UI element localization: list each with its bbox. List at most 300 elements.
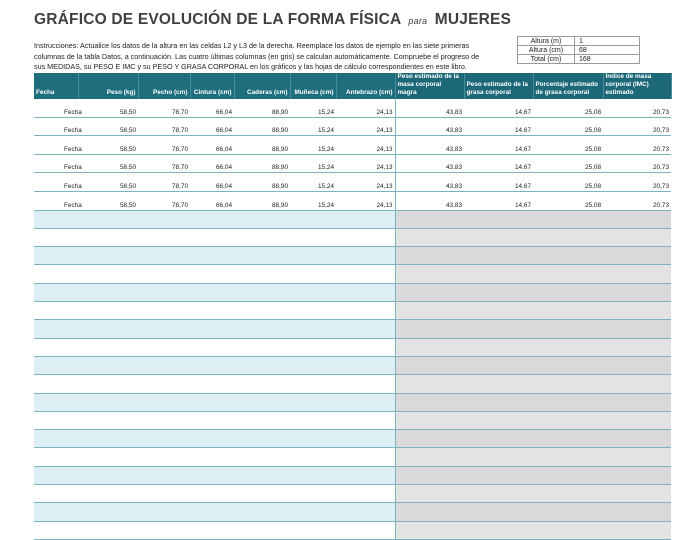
empty-cell-fecha[interactable] bbox=[34, 375, 78, 393]
empty-cell-pecho[interactable] bbox=[138, 283, 190, 301]
empty-cell-fecha[interactable] bbox=[34, 356, 78, 374]
empty-cell-muneca[interactable] bbox=[290, 485, 336, 503]
cell-porcentaje: 25,08 bbox=[533, 173, 603, 192]
empty-cell-pecho[interactable] bbox=[138, 210, 190, 228]
table-row bbox=[34, 99, 671, 117]
empty-cell-muneca[interactable] bbox=[290, 411, 336, 429]
empty-cell-imc bbox=[603, 393, 671, 411]
empty-row bbox=[34, 503, 671, 521]
cell-porcentaje: 25,08 bbox=[533, 191, 603, 210]
empty-cell-peso[interactable] bbox=[78, 411, 138, 429]
cell-muneca[interactable]: 15,24 bbox=[290, 173, 336, 192]
empty-cell-porcentaje bbox=[533, 503, 603, 521]
empty-cell-peso[interactable] bbox=[78, 247, 138, 265]
empty-cell-caderas[interactable] bbox=[234, 430, 290, 448]
cell-masa-magra: 43,83 bbox=[395, 191, 464, 210]
empty-cell-porcentaje bbox=[533, 228, 603, 246]
cell-fecha[interactable]: Fecha bbox=[34, 136, 78, 155]
cell-cintura[interactable]: 66,04 bbox=[190, 191, 234, 210]
empty-cell-fecha[interactable] bbox=[34, 283, 78, 301]
empty-cell-caderas[interactable] bbox=[234, 283, 290, 301]
cell-peso[interactable]: 58,50 bbox=[78, 191, 138, 210]
empty-row bbox=[34, 210, 671, 228]
empty-row bbox=[34, 411, 671, 429]
empty-cell-cintura[interactable] bbox=[190, 338, 234, 356]
cell-fecha[interactable]: Fecha bbox=[34, 117, 78, 136]
empty-cell-imc bbox=[603, 521, 671, 539]
empty-cell-grasa bbox=[464, 411, 533, 429]
data-table bbox=[34, 73, 672, 540]
cell-antebrazo[interactable]: 24,13 bbox=[336, 173, 395, 192]
empty-cell-grasa bbox=[464, 485, 533, 503]
cell-imc: 20,73 bbox=[603, 99, 671, 117]
empty-cell-grasa bbox=[464, 503, 533, 521]
cell-grasa: 14,67 bbox=[464, 173, 533, 192]
empty-cell-grasa bbox=[464, 283, 533, 301]
empty-cell-cintura[interactable] bbox=[190, 283, 234, 301]
empty-cell-caderas[interactable] bbox=[234, 375, 290, 393]
empty-cell-fecha[interactable] bbox=[34, 503, 78, 521]
empty-cell-imc bbox=[603, 356, 671, 374]
empty-cell-peso[interactable] bbox=[78, 228, 138, 246]
empty-cell-fecha[interactable] bbox=[34, 411, 78, 429]
empty-cell-antebrazo[interactable] bbox=[336, 430, 395, 448]
empty-cell-muneca[interactable] bbox=[290, 393, 336, 411]
title-audience: MUJERES bbox=[434, 11, 512, 28]
empty-cell-masa-magra bbox=[395, 302, 464, 320]
cell-antebrazo[interactable]: 24,13 bbox=[336, 191, 395, 210]
page-title bbox=[34, 11, 511, 29]
empty-cell-cintura[interactable] bbox=[190, 247, 234, 265]
empty-cell-imc bbox=[603, 210, 671, 228]
empty-cell-caderas[interactable] bbox=[234, 302, 290, 320]
empty-cell-peso[interactable] bbox=[78, 338, 138, 356]
empty-cell-cintura[interactable] bbox=[190, 411, 234, 429]
empty-cell-peso[interactable] bbox=[78, 283, 138, 301]
cell-muneca[interactable]: 15,24 bbox=[290, 154, 336, 173]
height-row-total bbox=[518, 55, 640, 64]
empty-cell-antebrazo[interactable] bbox=[336, 228, 395, 246]
cell-masa-magra: 43,83 bbox=[395, 136, 464, 155]
empty-cell-antebrazo[interactable] bbox=[336, 448, 395, 466]
empty-cell-peso[interactable] bbox=[78, 503, 138, 521]
empty-cell-fecha[interactable] bbox=[34, 485, 78, 503]
empty-cell-peso[interactable] bbox=[78, 375, 138, 393]
cell-fecha[interactable]: Fecha bbox=[34, 173, 78, 192]
empty-row bbox=[34, 485, 671, 503]
empty-cell-antebrazo[interactable] bbox=[336, 356, 395, 374]
col-header-peso[interactable]: Peso (kg) bbox=[78, 73, 138, 99]
empty-cell-peso[interactable] bbox=[78, 210, 138, 228]
col-header-masa-magra[interactable]: Peso estimado de la masa corporal magra bbox=[395, 73, 464, 99]
empty-cell-muneca[interactable] bbox=[290, 283, 336, 301]
cell-antebrazo[interactable]: 24,13 bbox=[336, 136, 395, 155]
cell-caderas[interactable]: 88,90 bbox=[234, 191, 290, 210]
empty-cell-pecho[interactable] bbox=[138, 302, 190, 320]
cell-masa-magra: 43,83 bbox=[395, 173, 464, 192]
empty-cell-pecho[interactable] bbox=[138, 521, 190, 539]
cell-peso[interactable]: 58,50 bbox=[78, 99, 138, 117]
empty-cell-peso[interactable] bbox=[78, 448, 138, 466]
cell-fecha[interactable]: Fecha bbox=[34, 154, 78, 173]
cell-masa-magra: 43,83 bbox=[395, 99, 464, 117]
empty-cell-imc bbox=[603, 247, 671, 265]
empty-cell-grasa bbox=[464, 210, 533, 228]
col-header-grasa[interactable]: Peso estimado de la grasa corporal bbox=[464, 73, 533, 99]
empty-cell-fecha[interactable] bbox=[34, 466, 78, 484]
empty-cell-antebrazo[interactable] bbox=[336, 320, 395, 338]
cell-pecho[interactable]: 78,70 bbox=[138, 173, 190, 192]
empty-row bbox=[34, 338, 671, 356]
col-header-caderas[interactable]: Caderas (cm) bbox=[234, 73, 290, 99]
empty-cell-cintura[interactable] bbox=[190, 448, 234, 466]
empty-cell-masa-magra bbox=[395, 320, 464, 338]
empty-cell-masa-magra bbox=[395, 338, 464, 356]
empty-cell-antebrazo[interactable] bbox=[336, 466, 395, 484]
empty-cell-porcentaje bbox=[533, 302, 603, 320]
empty-cell-grasa bbox=[464, 320, 533, 338]
empty-cell-porcentaje bbox=[533, 210, 603, 228]
empty-cell-masa-magra bbox=[395, 265, 464, 283]
cell-cintura[interactable]: 66,04 bbox=[190, 136, 234, 155]
empty-row bbox=[34, 265, 671, 283]
empty-cell-caderas[interactable] bbox=[234, 320, 290, 338]
col-header-cintura[interactable]: Cintura (cm) bbox=[190, 73, 234, 99]
cell-muneca[interactable]: 15,24 bbox=[290, 117, 336, 136]
empty-cell-grasa bbox=[464, 265, 533, 283]
empty-cell-antebrazo[interactable] bbox=[336, 247, 395, 265]
cell-caderas[interactable]: 88,90 bbox=[234, 136, 290, 155]
cell-cintura[interactable]: 66,04 bbox=[190, 154, 234, 173]
empty-cell-cintura[interactable] bbox=[190, 210, 234, 228]
cell-caderas[interactable]: 88,90 bbox=[234, 117, 290, 136]
empty-cell-pecho[interactable] bbox=[138, 503, 190, 521]
empty-cell-porcentaje bbox=[533, 338, 603, 356]
empty-cell-muneca[interactable] bbox=[290, 228, 336, 246]
empty-cell-porcentaje bbox=[533, 356, 603, 374]
empty-cell-muneca[interactable] bbox=[290, 302, 336, 320]
empty-cell-antebrazo[interactable] bbox=[336, 283, 395, 301]
empty-cell-imc bbox=[603, 503, 671, 521]
table-row bbox=[34, 173, 671, 192]
cell-pecho[interactable]: 78,70 bbox=[138, 117, 190, 136]
empty-cell-imc bbox=[603, 228, 671, 246]
cell-grasa: 14,67 bbox=[464, 136, 533, 155]
empty-cell-porcentaje bbox=[533, 393, 603, 411]
empty-cell-pecho[interactable] bbox=[138, 448, 190, 466]
empty-row bbox=[34, 320, 671, 338]
empty-cell-porcentaje bbox=[533, 265, 603, 283]
empty-cell-peso[interactable] bbox=[78, 485, 138, 503]
empty-cell-caderas[interactable] bbox=[234, 411, 290, 429]
empty-cell-pecho[interactable] bbox=[138, 411, 190, 429]
empty-cell-pecho[interactable] bbox=[138, 393, 190, 411]
empty-cell-cintura[interactable] bbox=[190, 265, 234, 283]
empty-cell-caderas[interactable] bbox=[234, 448, 290, 466]
title-main: GRÁFICO DE EVOLUCIÓN DE LA FORMA FÍSICA bbox=[34, 11, 401, 28]
empty-cell-caderas[interactable] bbox=[234, 338, 290, 356]
empty-cell-imc bbox=[603, 265, 671, 283]
empty-cell-antebrazo[interactable] bbox=[336, 302, 395, 320]
empty-cell-pecho[interactable] bbox=[138, 320, 190, 338]
col-header-fecha[interactable]: Fecha bbox=[34, 73, 78, 99]
cell-imc: 20,73 bbox=[603, 173, 671, 192]
empty-cell-pecho[interactable] bbox=[138, 466, 190, 484]
cell-pecho[interactable]: 78,70 bbox=[138, 99, 190, 117]
empty-cell-grasa bbox=[464, 430, 533, 448]
empty-cell-caderas[interactable] bbox=[234, 466, 290, 484]
empty-cell-fecha[interactable] bbox=[34, 210, 78, 228]
col-header-imc[interactable]: Índice de masa corporal (IMC) estimado bbox=[603, 73, 671, 99]
empty-cell-masa-magra bbox=[395, 411, 464, 429]
col-header-muneca[interactable]: Muñeca (cm) bbox=[290, 73, 336, 99]
empty-cell-peso[interactable] bbox=[78, 302, 138, 320]
empty-cell-muneca[interactable] bbox=[290, 430, 336, 448]
empty-cell-muneca[interactable] bbox=[290, 320, 336, 338]
empty-cell-antebrazo[interactable] bbox=[336, 411, 395, 429]
empty-cell-fecha[interactable] bbox=[34, 320, 78, 338]
empty-cell-imc bbox=[603, 466, 671, 484]
height-value-cell[interactable]: 68 bbox=[575, 46, 640, 55]
cell-peso[interactable]: 58,50 bbox=[78, 136, 138, 155]
empty-cell-antebrazo[interactable] bbox=[336, 338, 395, 356]
empty-cell-muneca[interactable] bbox=[290, 466, 336, 484]
empty-row bbox=[34, 375, 671, 393]
empty-cell-masa-magra bbox=[395, 356, 464, 374]
empty-cell-peso[interactable] bbox=[78, 430, 138, 448]
table-row bbox=[34, 117, 671, 136]
col-header-antebrazo[interactable]: Antebrazo (cm) bbox=[336, 73, 395, 99]
empty-cell-fecha[interactable] bbox=[34, 430, 78, 448]
empty-cell-muneca[interactable] bbox=[290, 375, 336, 393]
empty-cell-cintura[interactable] bbox=[190, 393, 234, 411]
empty-cell-masa-magra bbox=[395, 430, 464, 448]
empty-cell-muneca[interactable] bbox=[290, 247, 336, 265]
empty-cell-grasa bbox=[464, 356, 533, 374]
empty-cell-pecho[interactable] bbox=[138, 485, 190, 503]
table-header-row bbox=[34, 73, 671, 99]
cell-grasa: 14,67 bbox=[464, 154, 533, 173]
cell-antebrazo[interactable]: 24,13 bbox=[336, 99, 395, 117]
empty-cell-peso[interactable] bbox=[78, 521, 138, 539]
empty-cell-porcentaje bbox=[533, 411, 603, 429]
cell-fecha[interactable]: Fecha bbox=[34, 99, 78, 117]
empty-cell-muneca[interactable] bbox=[290, 338, 336, 356]
empty-cell-muneca[interactable] bbox=[290, 448, 336, 466]
empty-cell-pecho[interactable] bbox=[138, 265, 190, 283]
empty-cell-grasa bbox=[464, 466, 533, 484]
cell-antebrazo[interactable]: 24,13 bbox=[336, 117, 395, 136]
empty-cell-masa-magra bbox=[395, 503, 464, 521]
empty-cell-pecho[interactable] bbox=[138, 228, 190, 246]
cell-imc: 20,73 bbox=[603, 154, 671, 173]
empty-cell-peso[interactable] bbox=[78, 466, 138, 484]
cell-peso[interactable]: 58,50 bbox=[78, 117, 138, 136]
empty-cell-caderas[interactable] bbox=[234, 356, 290, 374]
empty-cell-pecho[interactable] bbox=[138, 356, 190, 374]
empty-cell-antebrazo[interactable] bbox=[336, 503, 395, 521]
empty-cell-antebrazo[interactable] bbox=[336, 210, 395, 228]
empty-cell-masa-magra bbox=[395, 247, 464, 265]
table-row bbox=[34, 191, 671, 210]
cell-muneca[interactable]: 15,24 bbox=[290, 99, 336, 117]
empty-cell-muneca[interactable] bbox=[290, 356, 336, 374]
empty-cell-imc bbox=[603, 338, 671, 356]
instructions-text: Instrucciones: Actualice los datos de la altura en las celdas L2 y L3 de la derecha. Reemplace los datos de ejemplo en las siete primeras columnas de la tabla Datos, a continuación. Las cuatro últimas columnas (en gris) se calculan automáticamente. Compruebe el progreso de sus MEDIDAS, su PESO E IMC y su PESO Y GRASA CORPORAL en los gráficos y las hojas de cálculo correspondientes en este libro. bbox=[34, 41, 480, 72]
empty-cell-muneca[interactable] bbox=[290, 521, 336, 539]
empty-cell-grasa bbox=[464, 228, 533, 246]
empty-cell-caderas[interactable] bbox=[234, 485, 290, 503]
empty-cell-porcentaje bbox=[533, 375, 603, 393]
empty-cell-imc bbox=[603, 320, 671, 338]
empty-cell-peso[interactable] bbox=[78, 320, 138, 338]
empty-cell-cintura[interactable] bbox=[190, 228, 234, 246]
cell-masa-magra: 43,83 bbox=[395, 154, 464, 173]
empty-row bbox=[34, 302, 671, 320]
empty-cell-imc bbox=[603, 411, 671, 429]
empty-cell-porcentaje bbox=[533, 247, 603, 265]
empty-cell-imc bbox=[603, 485, 671, 503]
empty-cell-caderas[interactable] bbox=[234, 247, 290, 265]
empty-cell-masa-magra bbox=[395, 228, 464, 246]
empty-row bbox=[34, 356, 671, 374]
cell-fecha[interactable]: Fecha bbox=[34, 191, 78, 210]
empty-cell-masa-magra bbox=[395, 521, 464, 539]
cell-grasa: 14,67 bbox=[464, 117, 533, 136]
empty-cell-fecha[interactable] bbox=[34, 338, 78, 356]
cell-pecho[interactable]: 78,70 bbox=[138, 154, 190, 173]
empty-cell-caderas[interactable] bbox=[234, 265, 290, 283]
title-connector: para bbox=[408, 16, 428, 26]
empty-cell-pecho[interactable] bbox=[138, 247, 190, 265]
cell-cintura[interactable]: 66,04 bbox=[190, 117, 234, 136]
empty-cell-cintura[interactable] bbox=[190, 503, 234, 521]
cell-imc: 20,73 bbox=[603, 117, 671, 136]
cell-porcentaje: 25,08 bbox=[533, 99, 603, 117]
empty-cell-cintura[interactable] bbox=[190, 356, 234, 374]
empty-row bbox=[34, 393, 671, 411]
empty-cell-imc bbox=[603, 375, 671, 393]
height-label: Altura (m) bbox=[518, 37, 575, 46]
empty-cell-porcentaje bbox=[533, 320, 603, 338]
cell-caderas[interactable]: 88,90 bbox=[234, 173, 290, 192]
empty-cell-fecha[interactable] bbox=[34, 302, 78, 320]
empty-cell-antebrazo[interactable] bbox=[336, 393, 395, 411]
cell-masa-magra: 43,83 bbox=[395, 117, 464, 136]
empty-cell-fecha[interactable] bbox=[34, 521, 78, 539]
empty-cell-cintura[interactable] bbox=[190, 521, 234, 539]
empty-cell-porcentaje bbox=[533, 466, 603, 484]
empty-cell-masa-magra bbox=[395, 375, 464, 393]
empty-cell-cintura[interactable] bbox=[190, 375, 234, 393]
empty-row bbox=[34, 228, 671, 246]
empty-cell-antebrazo[interactable] bbox=[336, 265, 395, 283]
empty-cell-masa-magra bbox=[395, 210, 464, 228]
empty-cell-antebrazo[interactable] bbox=[336, 485, 395, 503]
cell-caderas[interactable]: 88,90 bbox=[234, 99, 290, 117]
cell-pecho[interactable]: 78,70 bbox=[138, 191, 190, 210]
cell-imc: 20,73 bbox=[603, 191, 671, 210]
empty-cell-pecho[interactable] bbox=[138, 375, 190, 393]
empty-cell-fecha[interactable] bbox=[34, 448, 78, 466]
height-value-cell[interactable]: 1 bbox=[575, 37, 640, 46]
empty-cell-caderas[interactable] bbox=[234, 503, 290, 521]
empty-row bbox=[34, 430, 671, 448]
cell-cintura[interactable]: 66,04 bbox=[190, 173, 234, 192]
empty-cell-caderas[interactable] bbox=[234, 393, 290, 411]
empty-cell-fecha[interactable] bbox=[34, 265, 78, 283]
cell-porcentaje: 25,08 bbox=[533, 154, 603, 173]
cell-porcentaje: 25,08 bbox=[533, 117, 603, 136]
cell-peso[interactable]: 58,50 bbox=[78, 154, 138, 173]
empty-cell-pecho[interactable] bbox=[138, 338, 190, 356]
height-label: Total (cm) bbox=[518, 55, 575, 64]
empty-cell-masa-magra bbox=[395, 466, 464, 484]
empty-row bbox=[34, 448, 671, 466]
empty-cell-cintura[interactable] bbox=[190, 466, 234, 484]
cell-muneca[interactable]: 15,24 bbox=[290, 136, 336, 155]
table-row bbox=[34, 154, 671, 173]
empty-cell-fecha[interactable] bbox=[34, 247, 78, 265]
empty-cell-antebrazo[interactable] bbox=[336, 521, 395, 539]
col-header-porcentaje[interactable]: Porcentaje estimado de grasa corporal bbox=[533, 73, 603, 99]
col-header-pecho[interactable]: Pecho (cm) bbox=[138, 73, 190, 99]
empty-cell-pecho[interactable] bbox=[138, 430, 190, 448]
empty-cell-fecha[interactable] bbox=[34, 228, 78, 246]
empty-cell-muneca[interactable] bbox=[290, 210, 336, 228]
empty-cell-grasa bbox=[464, 338, 533, 356]
empty-cell-antebrazo[interactable] bbox=[336, 375, 395, 393]
empty-cell-peso[interactable] bbox=[78, 356, 138, 374]
height-label: Altura (cm) bbox=[518, 46, 575, 55]
empty-cell-peso[interactable] bbox=[78, 265, 138, 283]
empty-cell-peso[interactable] bbox=[78, 393, 138, 411]
cell-peso[interactable]: 58,50 bbox=[78, 173, 138, 192]
empty-cell-cintura[interactable] bbox=[190, 302, 234, 320]
table-row bbox=[34, 136, 671, 155]
empty-cell-muneca[interactable] bbox=[290, 503, 336, 521]
empty-cell-grasa bbox=[464, 302, 533, 320]
empty-cell-masa-magra bbox=[395, 485, 464, 503]
cell-muneca[interactable]: 15,24 bbox=[290, 191, 336, 210]
empty-cell-fecha[interactable] bbox=[34, 393, 78, 411]
empty-cell-grasa bbox=[464, 393, 533, 411]
empty-cell-caderas[interactable] bbox=[234, 521, 290, 539]
empty-row bbox=[34, 466, 671, 484]
cell-cintura[interactable]: 66,04 bbox=[190, 99, 234, 117]
cell-imc: 20,73 bbox=[603, 136, 671, 155]
empty-cell-grasa bbox=[464, 247, 533, 265]
empty-cell-porcentaje bbox=[533, 430, 603, 448]
cell-pecho[interactable]: 78,70 bbox=[138, 136, 190, 155]
height-row-cm bbox=[518, 46, 640, 55]
empty-cell-cintura[interactable] bbox=[190, 485, 234, 503]
cell-porcentaje: 25,08 bbox=[533, 136, 603, 155]
height-total-cell: 168 bbox=[575, 55, 640, 64]
empty-cell-grasa bbox=[464, 448, 533, 466]
empty-cell-imc bbox=[603, 283, 671, 301]
empty-cell-muneca[interactable] bbox=[290, 265, 336, 283]
empty-cell-masa-magra bbox=[395, 283, 464, 301]
empty-cell-cintura[interactable] bbox=[190, 430, 234, 448]
cell-grasa: 14,67 bbox=[464, 191, 533, 210]
empty-cell-cintura[interactable] bbox=[190, 320, 234, 338]
empty-cell-caderas[interactable] bbox=[234, 210, 290, 228]
empty-cell-caderas[interactable] bbox=[234, 228, 290, 246]
cell-caderas[interactable]: 88,90 bbox=[234, 154, 290, 173]
cell-antebrazo[interactable]: 24,13 bbox=[336, 154, 395, 173]
empty-cell-porcentaje bbox=[533, 283, 603, 301]
